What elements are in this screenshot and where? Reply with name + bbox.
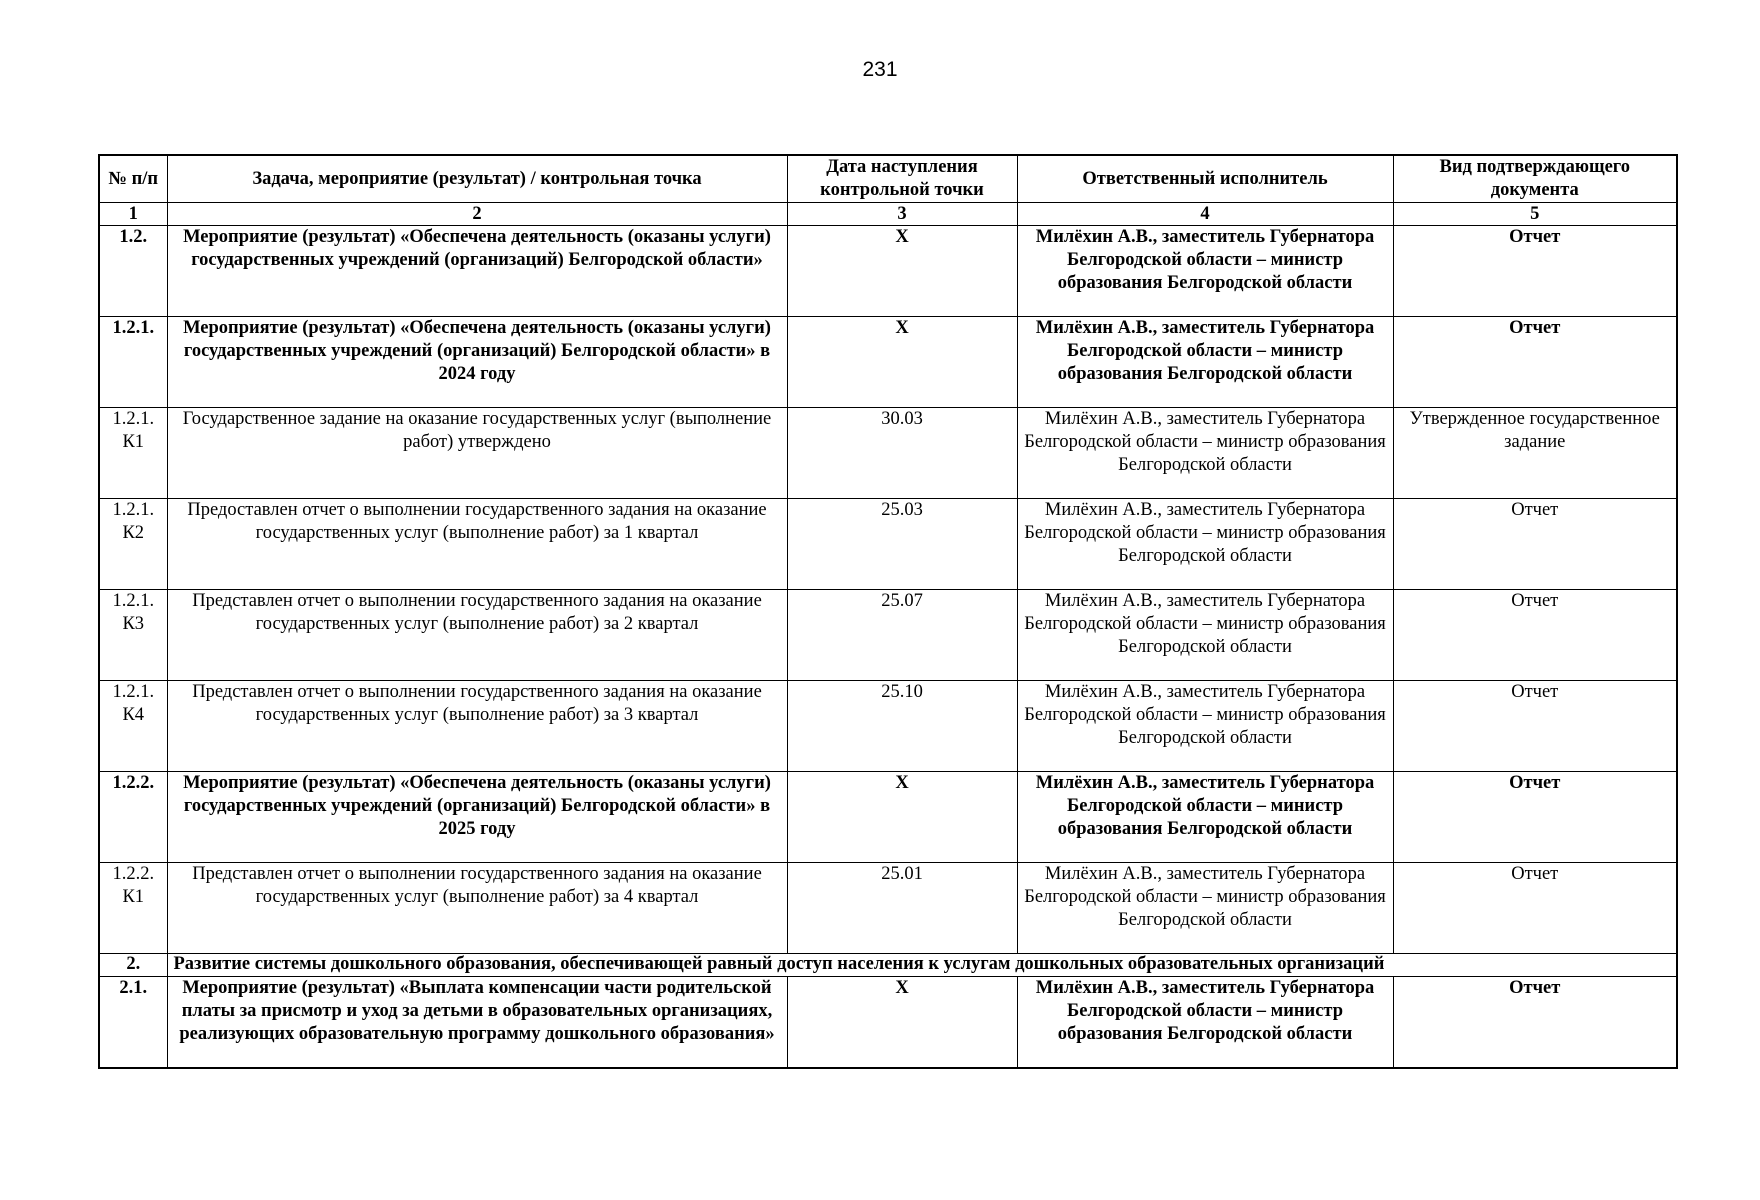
row-executor: Милёхин А.В., заместитель Губернатора Белгородской области – министр образования Белгородской области [1017,226,1393,317]
page-number: 231 [862,58,898,81]
table-row [99,408,1677,499]
row-document: Отчет [1393,499,1677,590]
row-date: 25.10 [787,681,1017,772]
row-executor: Милёхин А.В., заместитель Губернатора Белгородской области – министр образования Белгородской области [1017,772,1393,863]
row-number: 2.1. [99,977,167,1069]
header-task: Задача, мероприятие (результат) / контрольная точка [167,155,787,203]
row-document: Отчет [1393,317,1677,408]
row-number: 1.2.1. К2 [99,499,167,590]
row-executor: Милёхин А.В., заместитель Губернатора Белгородской области – министр образования Белгородской области [1017,590,1393,681]
row-number: 1.2.2. [99,772,167,863]
row-number: 1.2.1. К1 [99,408,167,499]
row-date: X [787,226,1017,317]
table-row [99,590,1677,681]
row-task: Представлен отчет о выполнении государственного задания на оказание государственных услуг (выполнение работ) за 3 квартал [167,681,787,772]
row-task: Мероприятие (результат) «Обеспечена деятельность (оказаны услуги) государственных учреждений (организаций) Белгородской области» в 2024 году [167,317,787,408]
row-document: Отчет [1393,681,1677,772]
column-number: 1 [99,203,167,226]
row-number: 1.2.1. К4 [99,681,167,772]
plan-table [98,154,1678,1069]
table-row [99,226,1677,317]
table-row [99,499,1677,590]
table-row [99,863,1677,954]
section-title: Развитие системы дошкольного образования, обеспечивающей равный доступ населения к услугам дошкольных образовательных организаций [167,954,1677,977]
column-number-row [99,203,1677,226]
row-date: 25.03 [787,499,1017,590]
table-row [99,317,1677,408]
row-date: 25.01 [787,863,1017,954]
row-document: Отчет [1393,977,1677,1069]
row-task: Мероприятие (результат) «Обеспечена деятельность (оказаны услуги) государственных учреждений (организаций) Белгородской области» в 2025 году [167,772,787,863]
row-task: Представлен отчет о выполнении государственного задания на оказание государственных услуг (выполнение работ) за 2 квартал [167,590,787,681]
row-task: Предоставлен отчет о выполнении государственного задания на оказание государственных услуг (выполнение работ) за 1 квартал [167,499,787,590]
row-date: X [787,317,1017,408]
section-number: 2. [99,954,167,977]
row-executor: Милёхин А.В., заместитель Губернатора Белгородской области – министр образования Белгородской области [1017,408,1393,499]
table-header-row [99,155,1677,203]
row-executor: Милёхин А.В., заместитель Губернатора Белгородской области – министр образования Белгородской области [1017,977,1393,1069]
table-row [99,681,1677,772]
table-row [99,977,1677,1069]
row-document: Отчет [1393,863,1677,954]
row-task: Государственное задание на оказание государственных услуг (выполнение работ) утверждено [167,408,787,499]
row-task: Представлен отчет о выполнении государственного задания на оказание государственных услуг (выполнение работ) за 4 квартал [167,863,787,954]
row-document: Отчет [1393,772,1677,863]
row-number: 1.2. [99,226,167,317]
row-document: Отчет [1393,226,1677,317]
row-date: X [787,977,1017,1069]
row-task: Мероприятие (результат) «Обеспечена деятельность (оказаны услуги) государственных учреждений (организаций) Белгородской области» [167,226,787,317]
row-document: Отчет [1393,590,1677,681]
row-number: 1.2.1. К3 [99,590,167,681]
row-date: X [787,772,1017,863]
header-executor: Ответственный исполнитель [1017,155,1393,203]
table-row [99,772,1677,863]
row-document: Утвержденное государственное задание [1393,408,1677,499]
row-executor: Милёхин А.В., заместитель Губернатора Белгородской области – министр образования Белгородской области [1017,499,1393,590]
column-number: 4 [1017,203,1393,226]
row-number: 1.2.2. К1 [99,863,167,954]
section-row [99,954,1677,977]
row-task: Мероприятие (результат) «Выплата компенсации части родительской платы за присмотр и уход за детьми в образовательных организациях, реализующих образовательную программу дошкольного образования» [167,977,787,1069]
row-executor: Милёхин А.В., заместитель Губернатора Белгородской области – министр образования Белгородской области [1017,681,1393,772]
header-date: Дата наступления контрольной точки [787,155,1017,203]
row-date: 30.03 [787,408,1017,499]
row-executor: Милёхин А.В., заместитель Губернатора Белгородской области – министр образования Белгородской области [1017,317,1393,408]
header-number: № п/п [99,155,167,203]
column-number: 2 [167,203,787,226]
row-number: 1.2.1. [99,317,167,408]
row-executor: Милёхин А.В., заместитель Губернатора Белгородской области – министр образования Белгородской области [1017,863,1393,954]
column-number: 5 [1393,203,1677,226]
row-date: 25.07 [787,590,1017,681]
column-number: 3 [787,203,1017,226]
header-document: Вид подтверждающего документа [1393,155,1677,203]
